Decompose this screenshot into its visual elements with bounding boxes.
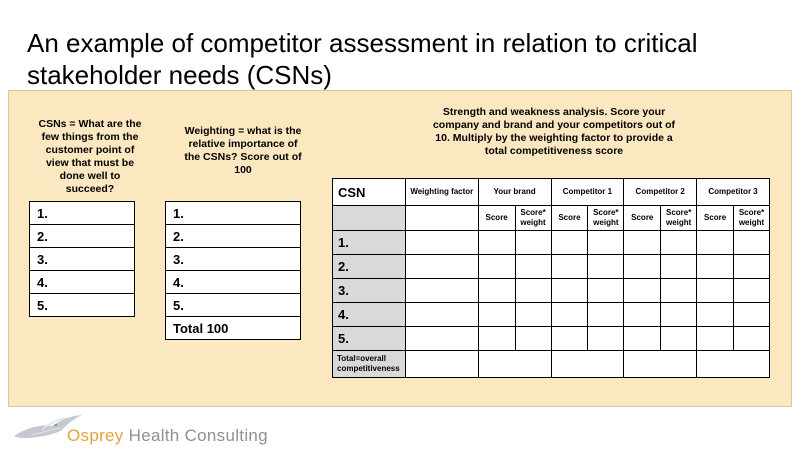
- competitor-1-header: Competitor 1: [551, 179, 624, 206]
- list-item: [30, 248, 135, 271]
- row-label: 3.: [333, 279, 406, 303]
- list-item: [166, 225, 301, 248]
- weighting-item-1: 1.: [166, 202, 301, 225]
- score-weight-subheader: Score* weight: [734, 206, 770, 231]
- score-weight-subheader: Score* weight: [588, 206, 624, 231]
- list-item: [166, 248, 301, 271]
- weighting-item-4: 4.: [166, 271, 301, 294]
- analysis-table: [332, 178, 770, 378]
- weighting-header: Weighting factor: [405, 179, 478, 206]
- analysis-note: Strength and weakness analysis. Score your company and brand and your competitors out of 10. Multiply by the weighting factor to provide a total competitiveness score: [432, 106, 676, 157]
- competitor-3-header: Competitor 3: [697, 179, 770, 206]
- list-item: [30, 271, 135, 294]
- subheader-blank: [405, 206, 478, 231]
- logo-wordmark: [67, 426, 268, 446]
- table-row: [333, 255, 770, 279]
- score-weight-subheader: Score* weight: [515, 206, 551, 231]
- csn-note: CSNs = What are the few things from the customer point of view that must be done well to succeed?: [38, 118, 142, 195]
- score-subheader: Score: [478, 206, 515, 231]
- score-subheader: Score: [551, 206, 588, 231]
- score-weight-subheader: Score* weight: [661, 206, 697, 231]
- list-item: [166, 294, 301, 317]
- list-item: [30, 294, 135, 317]
- list-item: [166, 317, 301, 340]
- list-item: [30, 225, 135, 248]
- csn-list-table: [29, 201, 135, 317]
- row-label: 5.: [333, 327, 406, 351]
- csn-item-2: 2.: [30, 225, 135, 248]
- csn-item-5: 5.: [30, 294, 135, 317]
- csn-header: CSN: [333, 179, 406, 206]
- list-item: [30, 202, 135, 225]
- weighting-list-table: [165, 201, 301, 340]
- score-subheader: Score: [624, 206, 661, 231]
- competitor-2-header: Competitor 2: [624, 179, 697, 206]
- list-item: [166, 271, 301, 294]
- weighting-item-5: 5.: [166, 294, 301, 317]
- logo-brand: Osprey: [67, 426, 124, 445]
- list-item: [166, 202, 301, 225]
- weighting-total: Total 100: [166, 317, 301, 340]
- table-row: [333, 279, 770, 303]
- csn-item-1: 1.: [30, 202, 135, 225]
- logo-rest: Health Consulting: [123, 426, 268, 445]
- row-label: 1.: [333, 231, 406, 255]
- subheader-blank: [333, 206, 406, 231]
- weighting-item-2: 2.: [166, 225, 301, 248]
- table-row: [333, 327, 770, 351]
- slide-title: An example of competitor assessment in relation to critical stakeholder needs (CSNs): [27, 28, 698, 90]
- table-row: [333, 303, 770, 327]
- your-brand-header: Your brand: [478, 179, 551, 206]
- weighting-note: Weighting = what is the relative importance of the CSNs? Score out of 100: [184, 125, 302, 176]
- csn-item-4: 4.: [30, 271, 135, 294]
- score-subheader: Score: [697, 206, 734, 231]
- row-label: 4.: [333, 303, 406, 327]
- table-row: [333, 231, 770, 255]
- weighting-item-3: 3.: [166, 248, 301, 271]
- table-row: [333, 351, 770, 378]
- row-label: 2.: [333, 255, 406, 279]
- csn-item-3: 3.: [30, 248, 135, 271]
- total-label: Total=overall competitiveness: [333, 351, 406, 378]
